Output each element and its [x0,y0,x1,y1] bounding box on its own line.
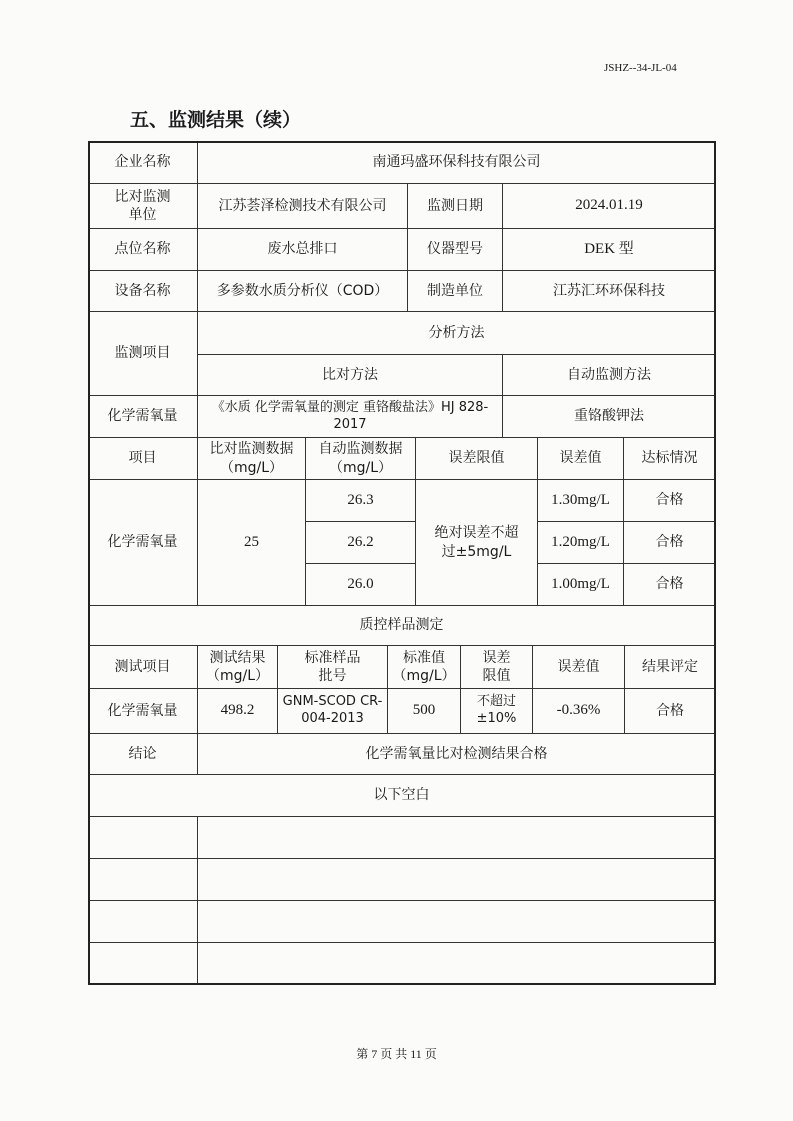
comparison-header-item: 项目 [88,438,198,480]
comparison-status: 合格 [624,522,716,564]
qc-item: 化学需氧量 [88,689,198,734]
document-code: JSHZ--34-JL-04 [604,62,677,74]
empty-cell [88,901,198,943]
comparison-item: 化学需氧量 [88,480,198,606]
qc-header-evaluation: 结果评定 [625,646,716,689]
results-table [88,141,716,985]
page-number: 第 7 页 共 11 页 [356,1047,437,1061]
comparison-header-error: 误差值 [538,438,624,480]
qc-header-item: 测试项目 [88,646,198,689]
empty-cell [88,817,198,859]
analysis-method-label: 分析方法 [198,312,716,355]
unit-value: 江苏荟泽检测技术有限公司 [198,184,408,229]
method-item-label: 监测项目 [88,312,198,396]
point-label: 点位名称 [88,229,198,271]
method-item: 化学需氧量 [88,396,198,438]
compare-method: 《水质 化学需氧量的测定 重铬酸盐法》HJ 828-2017 [198,396,503,438]
comparison-header-status: 达标情况 [624,438,716,480]
qc-header-error: 误差值 [533,646,625,689]
conclusion-text: 化学需氧量比对检测结果合格 [198,734,716,775]
compare-method-label: 比对方法 [198,355,503,396]
device-value: 多参数水质分析仪（COD） [198,271,408,312]
model-value: DEK 型 [503,229,716,271]
empty-cell [198,901,716,943]
comparison-header-limit: 误差限值 [416,438,538,480]
empty-cell [198,817,716,859]
qc-limit: 不超过±10% [461,689,533,734]
comparison-status: 合格 [624,564,716,606]
qc-batch: GNM-SCOD CR-004-2013 [278,689,388,734]
qc-error: -0.36% [533,689,625,734]
maker-label: 制造单位 [408,271,503,312]
empty-cell [88,859,198,901]
maker-value: 江苏汇环环保科技 [503,271,716,312]
qc-title: 质控样品测定 [88,606,716,646]
comparison-header-auto: 自动监测数据（mg/L） [306,438,416,480]
comparison-error-value: 1.00mg/L [538,564,624,606]
empty-cell [88,943,198,985]
comparison-error-value: 1.30mg/L [538,480,624,522]
empty-cell [198,859,716,901]
comparison-limit: 绝对误差不超过±5mg/L [416,480,538,606]
qc-standard: 500 [388,689,461,734]
qc-header-limit: 误差限值 [461,646,533,689]
comparison-auto-value: 26.2 [306,522,416,564]
date-value: 2024.01.19 [503,184,716,229]
comparison-auto-value: 26.3 [306,480,416,522]
point-value: 废水总排口 [198,229,408,271]
comparison-auto-value: 26.0 [306,564,416,606]
auto-method: 重铬酸钾法 [503,396,716,438]
empty-cell [198,943,716,985]
blank-note: 以下空白 [88,775,716,817]
qc-header-result: 测试结果（mg/L） [198,646,278,689]
company-value: 南通玛盛环保科技有限公司 [198,141,716,184]
company-label: 企业名称 [88,141,198,184]
conclusion-label: 结论 [88,734,198,775]
section-title: 五、监测结果（续） [130,109,302,131]
comparison-status: 合格 [624,480,716,522]
comparison-header-compare: 比对监测数据（mg/L） [198,438,306,480]
date-label: 监测日期 [408,184,503,229]
qc-header-standard: 标准值（mg/L） [388,646,461,689]
device-label: 设备名称 [88,271,198,312]
comparison-compare-value: 25 [198,480,306,606]
auto-method-label: 自动监测方法 [503,355,716,396]
qc-result: 498.2 [198,689,278,734]
unit-label: 比对监测单位 [88,184,198,229]
qc-evaluation: 合格 [625,689,716,734]
qc-header-batch: 标准样品批号 [278,646,388,689]
model-label: 仪器型号 [408,229,503,271]
comparison-error-value: 1.20mg/L [538,522,624,564]
